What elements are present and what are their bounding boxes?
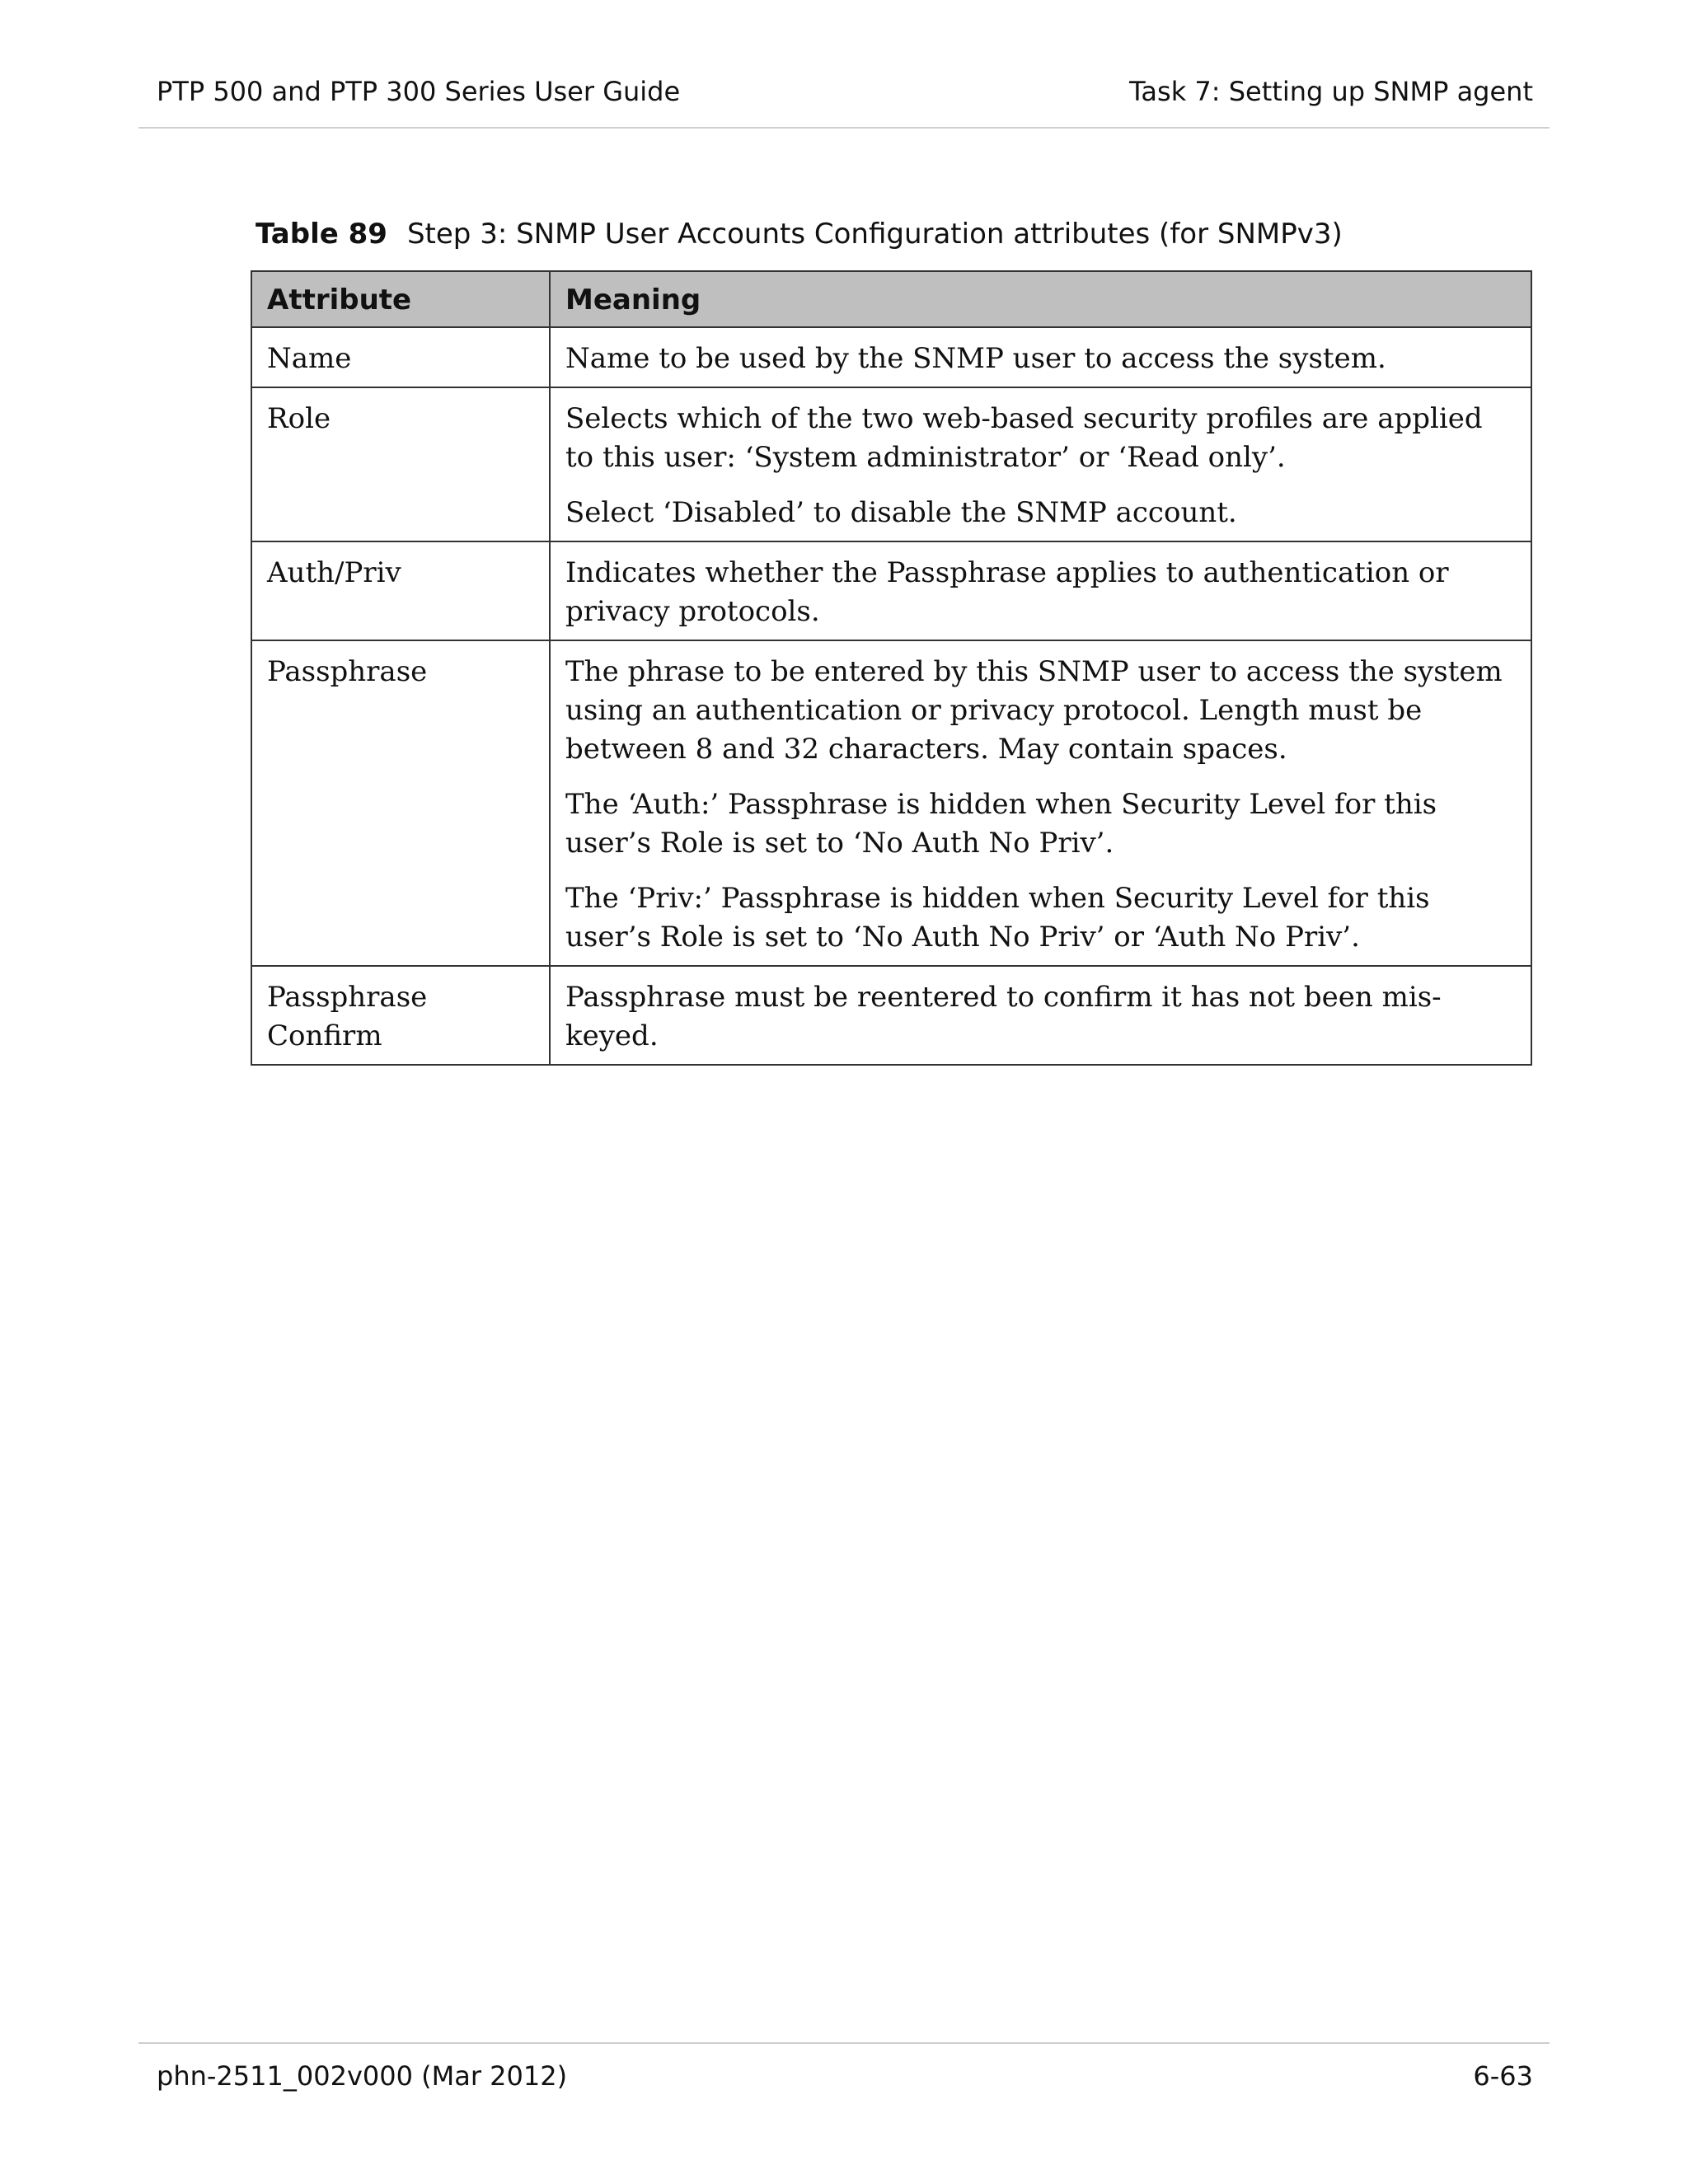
attribute-cell: [251, 327, 550, 387]
column-header-meaning: Meaning: [550, 271, 1531, 327]
table-row: [251, 541, 1531, 640]
attribute-cell: [251, 966, 550, 1065]
meaning-text: Select ‘Disabled’ to disable the SNMP account.: [565, 496, 1237, 529]
attributes-table: [251, 270, 1532, 1066]
table-caption-title: Step 3: SNMP User Accounts Configuration attributes (for SNMPv3): [406, 218, 1343, 251]
column-header-attribute: Attribute: [251, 271, 550, 327]
table-header-row: [251, 271, 1531, 327]
meaning-text: Indicates whether the Passphrase applies to authentication or privacy protocols.: [565, 556, 1449, 628]
page-footer: [138, 2042, 1550, 2093]
table-row: [251, 327, 1531, 387]
page-header: [138, 74, 1550, 129]
header-section-title: Task 7: Setting up SNMP agent: [1129, 76, 1533, 107]
attribute-name: Passphrase: [267, 655, 428, 688]
meaning-cell: [550, 387, 1531, 541]
meaning-text: Selects which of the two web-based security profiles are applied to this user: ‘System administrator’ or ‘Read only’.: [565, 402, 1483, 474]
attribute-name: Confirm: [267, 1019, 382, 1052]
attribute-name: Passphrase: [267, 981, 428, 1014]
table-caption: [256, 218, 1343, 251]
footer-document-id: phn-2511_002v000 (Mar 2012): [157, 2060, 568, 2092]
attribute-cell: [251, 387, 550, 541]
footer-page-number: 6-63: [1473, 2060, 1533, 2092]
attribute-name: Name: [267, 342, 352, 375]
header-document-title: PTP 500 and PTP 300 Series User Guide: [157, 76, 681, 107]
meaning-text: The phrase to be entered by this SNMP user to access the system using an authentication or privacy protocol. Length must be between 8 and 32 characters. May contain spaces.: [565, 655, 1503, 766]
meaning-text: Passphrase must be reentered to confirm it has not been mis-keyed.: [565, 981, 1442, 1052]
table-row: [251, 387, 1531, 541]
table-caption-number: Table 89: [256, 218, 387, 251]
meaning-text: The ‘Priv:’ Passphrase is hidden when Security Level for this user’s Role is set to ‘No Auth No Priv’ or ‘Auth No Priv’.: [565, 882, 1430, 954]
attribute-cell: [251, 640, 550, 966]
table-row: [251, 966, 1531, 1065]
meaning-cell: [550, 966, 1531, 1065]
meaning-text: The ‘Auth:’ Passphrase is hidden when Security Level for this user’s Role is set to ‘No Auth No Priv’.: [565, 788, 1437, 860]
meaning-cell: [550, 640, 1531, 966]
meaning-cell: [550, 541, 1531, 640]
meaning-cell: [550, 327, 1531, 387]
attribute-cell: [251, 541, 550, 640]
table-row: [251, 640, 1531, 966]
meaning-text: Name to be used by the SNMP user to access the system.: [565, 342, 1386, 375]
attribute-name: Auth/Priv: [267, 556, 401, 589]
attribute-name: Role: [267, 402, 331, 435]
